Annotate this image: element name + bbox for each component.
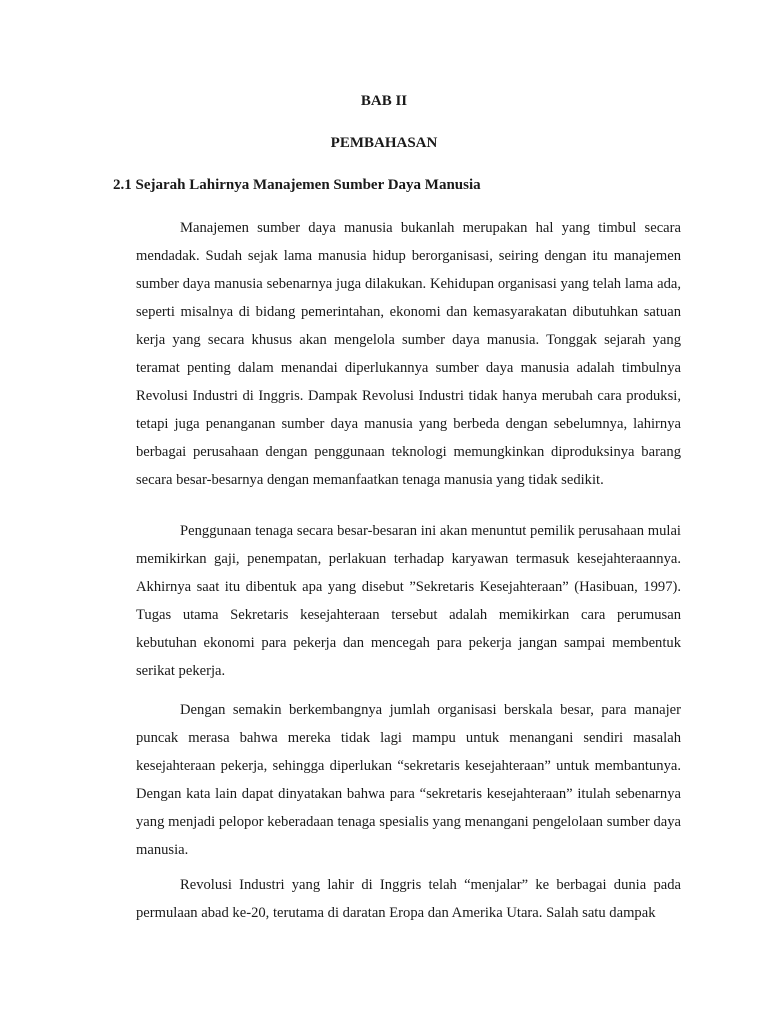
chapter-title: PEMBAHASAN (330, 135, 438, 151)
paragraph-1: Manajemen sumber daya manusia bukanlah merupakan hal yang timbul secara mendadak. Sudah sejak lama manusia hidup berorganisasi, seiring dengan itu manajemen sumber daya manusia sebenarnya juga dilakukan. Kehidupan organisasi yang telah lama ada, seperti misalnya di bidang pemerintahan, ekonomi dan kemasyarakatan dibutuhkan satuan kerja yang secara khusus akan mengelola sumber daya manusia. Tonggak sejarah yang teramat penting dalam menandai diperlukannya sumber daya manusia adalah timbulnya Revolusi Industri di Inggris. Dampak Revolusi Industri tidak hanya merubah cara produksi, tetapi juga penanganan sumber daya manusia yang berbeda dengan sebelumnya, lahirnya berbagai perusahaan dengan penggunaan teknologi memungkinkan diproduksinya barang secara besar-besarnya dengan memanfaatkan tenaga manusia yang tidak sedikit. (136, 220, 681, 488)
paragraph-4: Revolusi Industri yang lahir di Inggris telah “menjalar” ke berbagai dunia pada permulaan abad ke-20, terutama di daratan Eropa dan Amerika Utara. Salah satu dampak (136, 877, 681, 921)
chapter-number: BAB II (360, 93, 408, 109)
section-heading: 2.1 Sejarah Lahirnya Manajemen Sumber Daya Manusia (113, 177, 481, 193)
paragraph-3: Dengan semakin berkembangnya jumlah organisasi berskala besar, para manajer puncak merasa bahwa mereka tidak lagi mampu untuk menangani sendiri masalah kesejahteraan pekerja, sehingga diperlukan “sekretaris kesejahteraan” untuk membantunya. Dengan kata lain dapat dinyatakan bahwa para “sekretaris kesejahteraan” itulah sebenarnya yang menjadi pelopor keberadaan tenaga spesialis yang menangani pengelolaan sumber daya manusia. (136, 702, 681, 858)
paragraph-2: Penggunaan tenaga secara besar-besaran ini akan menuntut pemilik perusahaan mulai memikirkan gaji, penempatan, perlakuan terhadap karyawan termasuk kesejahteraannya. Akhirnya saat itu dibentuk apa yang disebut ”Sekretaris Kesejahteraan” (Hasibuan, 1997). Tugas utama Sekretaris kesejahteraan tersebut adalah memikirkan cara perumusan kebutuhan ekonomi para pekerja dan mencegah para pekerja jangan sampai membentuk serikat pekerja. (136, 523, 681, 679)
